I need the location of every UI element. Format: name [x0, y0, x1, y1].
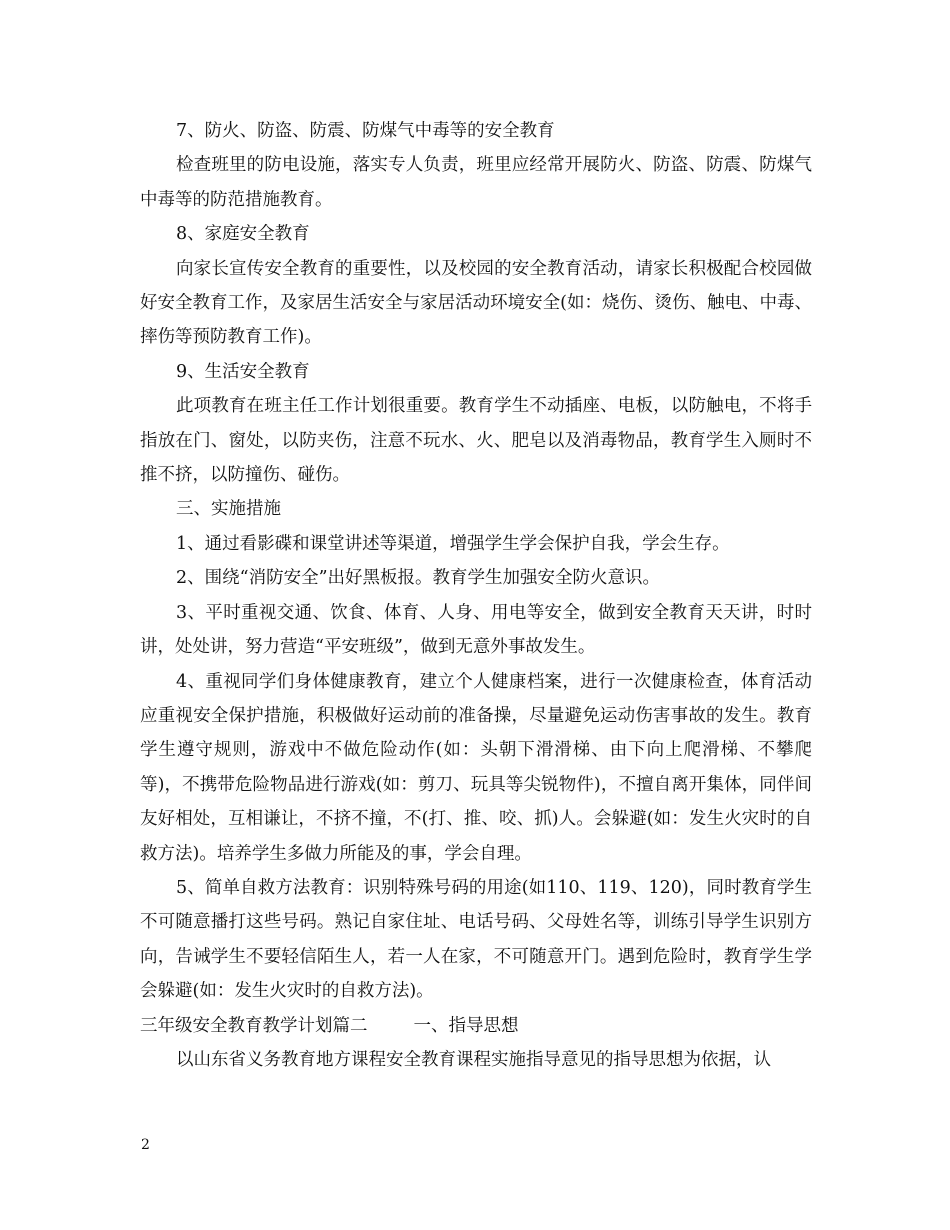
- list-item: 1、通过看影碟和课堂讲述等渠道，增强学生学会保护自我，学会生存。: [176, 533, 730, 554]
- list-item: 4、重视同学们身体健康教育，建立个人健康档案，进行一次健康检查，体育活动应重视安全保护措施，积极做好运动前的准备操，尽量避免运动伤害事故的发生。教育学生遵守规则，游戏中不做危险动作(如：头朝下滑滑梯、由下向上爬滑梯、不攀爬等)，不携带危险物品进行游戏(如：剪刀、玩具等尖锐物件)，不擅自离开集体，同伴间友好相处，互相谦让，不挤不撞，不(打、推、咬、抓)人。会躲避(如：发生火灾时的自救方法)。培养学生多做力所能及的事，学会自理。: [140, 671, 812, 864]
- section-subheading: 一、指导思想: [413, 1015, 519, 1036]
- list-item: 3、平时重视交通、饮食、体育、人身、用电等安全，做到安全教育天天讲，时时讲，处处讲，努力营造“平安班级”，做到无意外事故发生。: [140, 602, 812, 658]
- section-heading-measures: 三、实施措施: [176, 499, 281, 520]
- page-number: 2: [141, 1137, 150, 1153]
- list-item: 5、简单自救方法教育：识别特殊号码的用途(如110、119、120)，同时教育学生不可随意播打这些号码。熟记自家住址、电话号码、父母姓名等，训练引导学生识别方向，告诫学生不要轻信陌生人，若一人在家，不可随意开门。遇到危险时，教育学生学会躲避(如：发生火灾时的自救方法)。: [140, 877, 812, 1002]
- paragraph: 此项教育在班主任工作计划很重要。教育学生不动插座、电板，以防触电，不将手指放在门、窗处，以防夹伤，注意不玩水、火、肥皂以及消毒物品，教育学生入厕时不推不挤，以防撞伤、碰伤。: [140, 396, 812, 486]
- paragraph: 向家长宣传安全教育的重要性，以及校园的安全教育活动，请家长积极配合校园做好安全教育工作，及家居生活安全与家居活动环境安全(如：烧伤、烫伤、触电、中毒、摔伤等预防教育工作)。: [140, 258, 812, 348]
- paragraph-heading-9: 9、生活安全教育: [176, 361, 310, 382]
- document-body: [140, 114, 812, 1077]
- section-title-line: [140, 1009, 812, 1043]
- paragraph-heading-8: 8、家庭安全教育: [176, 224, 310, 245]
- section-title: 三年级安全教育教学计划篇二: [140, 1015, 368, 1036]
- paragraph: 检查班里的防电设施，落实专人负责，班里应经常开展防火、防盗、防震、防煤气中毒等的防范措施教育。: [140, 155, 812, 210]
- paragraph-heading-7: 7、防火、防盗、防震、防煤气中毒等的安全教育: [176, 121, 555, 141]
- list-item: 2、围绕“消防安全”出好黑板报。教育学生加强安全防火意识。: [176, 568, 661, 589]
- paragraph: 以山东省义务教育地方课程安全教育课程实施指导意见的指导思想为依据，认: [176, 1049, 771, 1070]
